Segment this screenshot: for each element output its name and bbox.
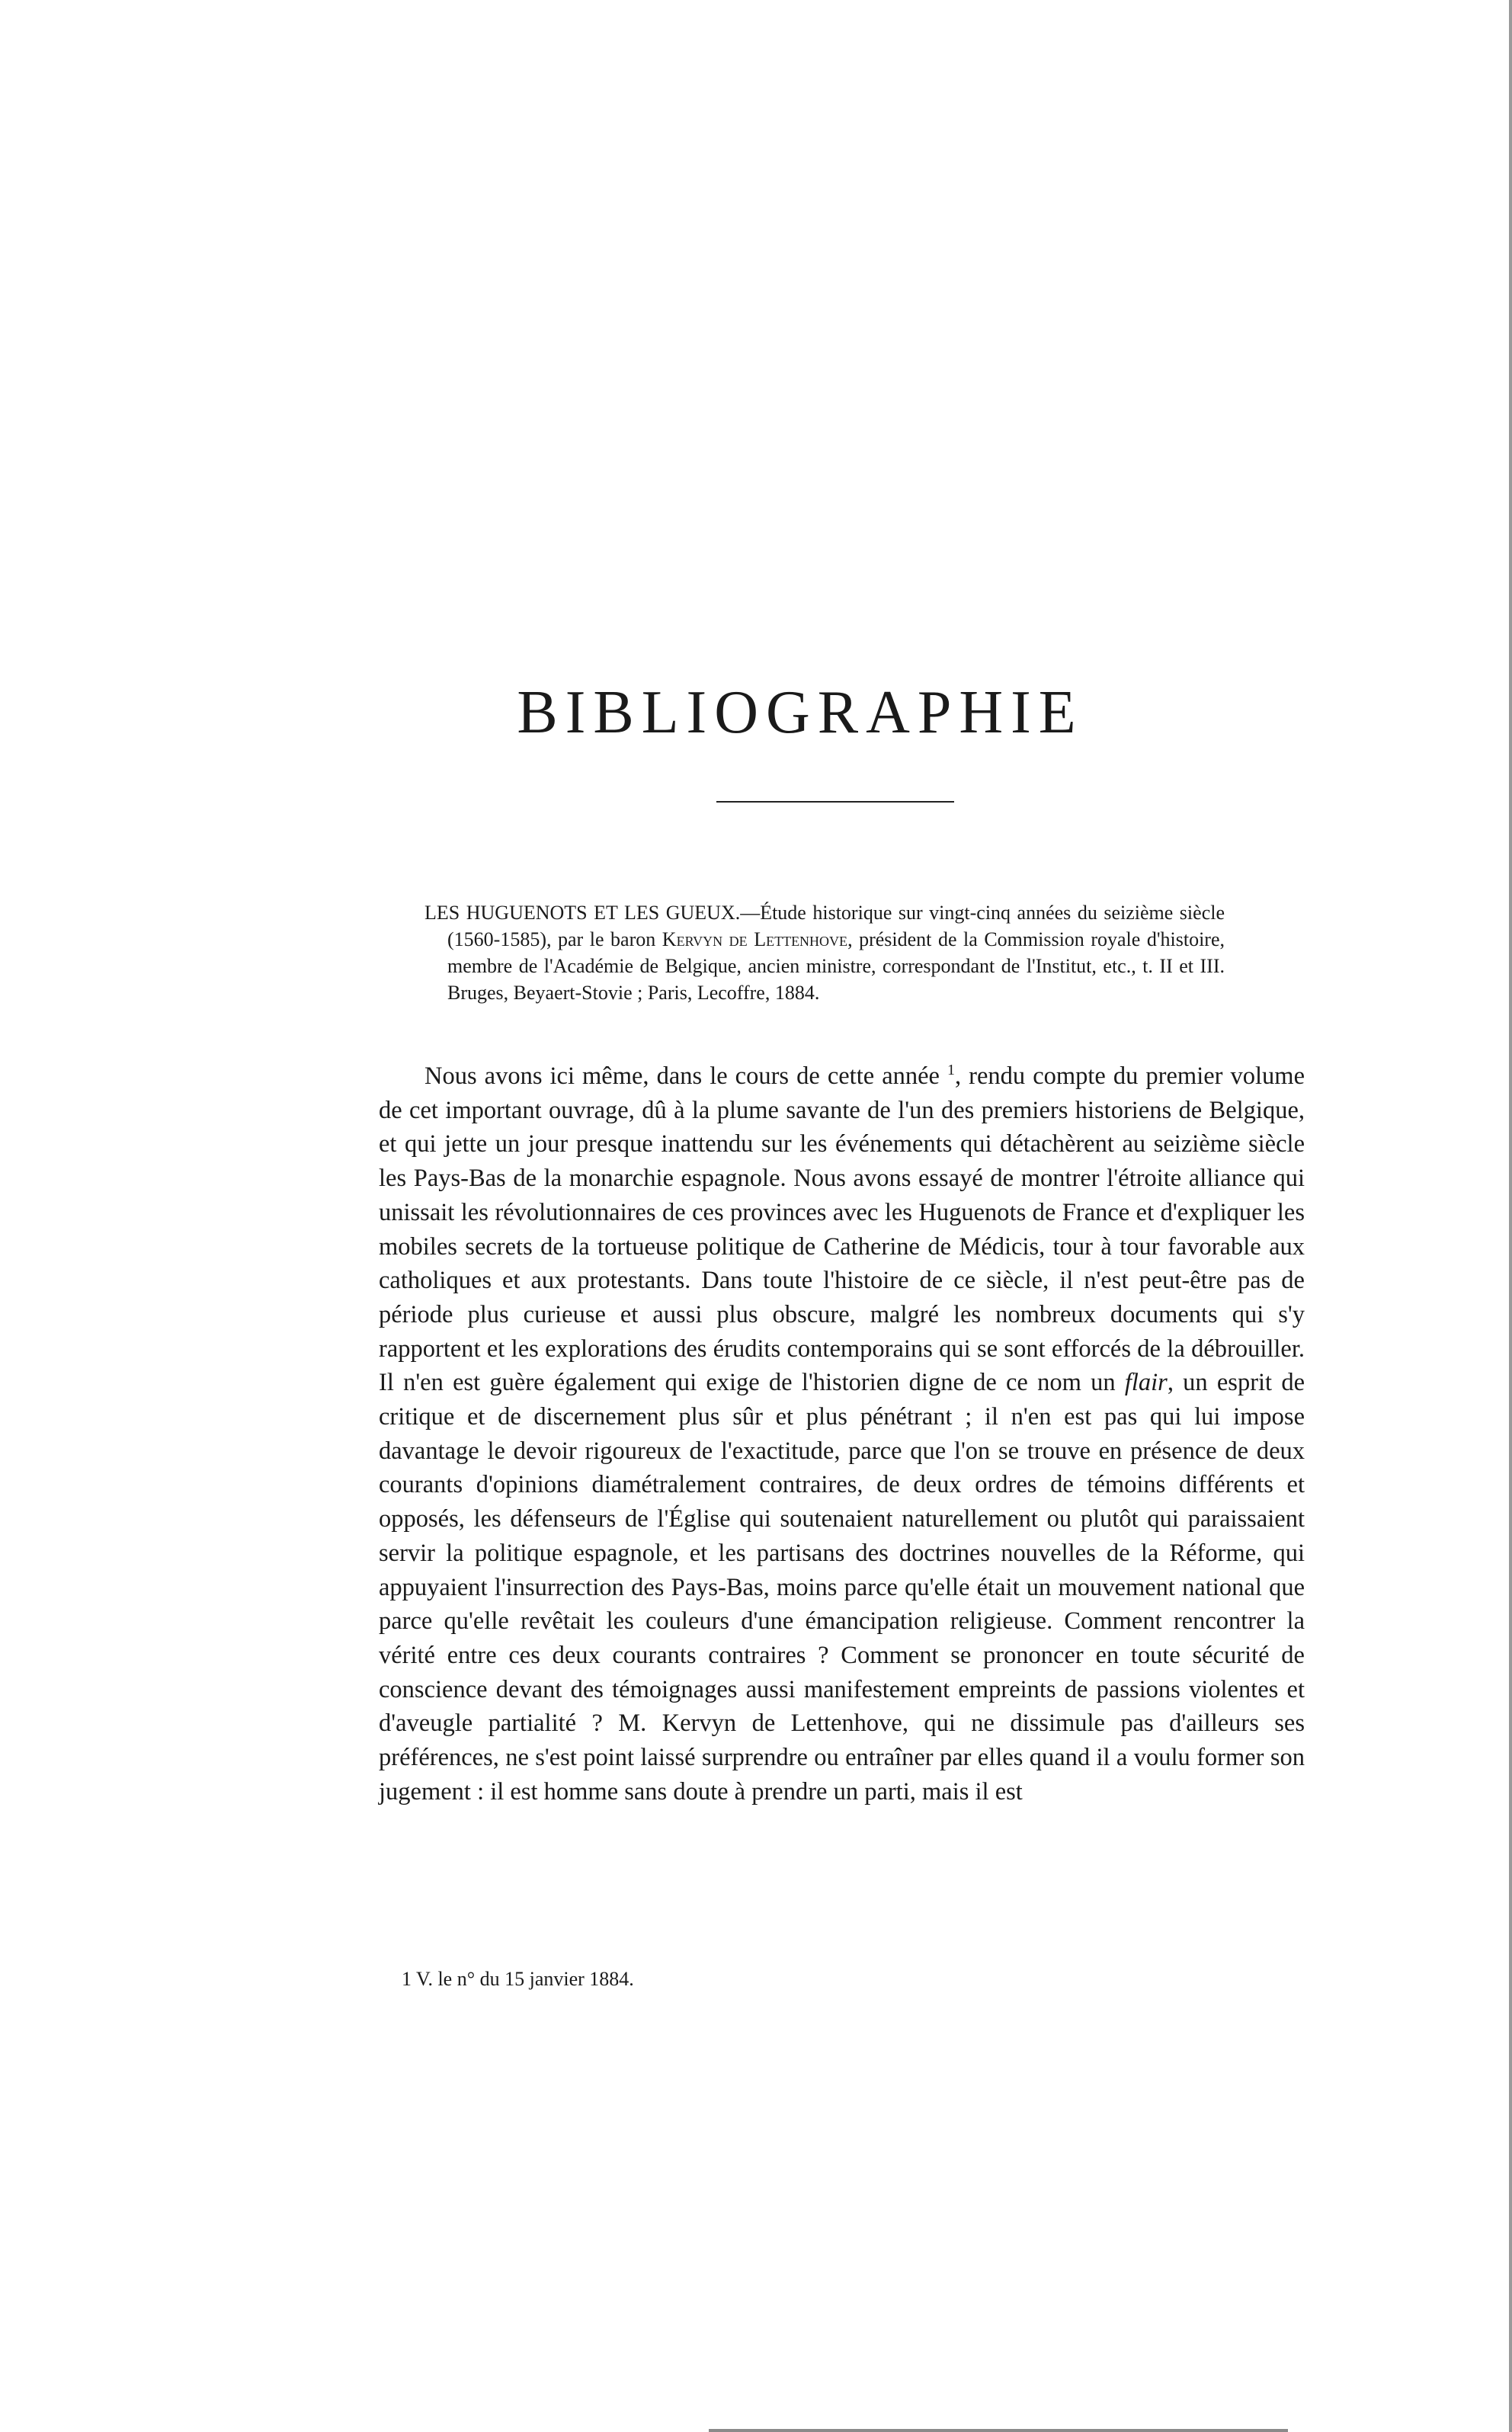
- entry-author: Kervyn de Lettenhove: [662, 928, 848, 950]
- footnote: [402, 1966, 1240, 1992]
- footnote-reference: 1: [947, 1062, 955, 1079]
- bibliographic-entry: [424, 899, 1225, 1006]
- body-paragraph: [379, 1059, 1305, 1809]
- body-text-3: , un esprit de critique et de discernement plus sûr et plus pénétrant ; il n'en est pas qui lui impose davantage le devoir rigoureux de l'exactitude, parce que l'on se trouve en présence de deux courants d'opinions diamétralement contraires, de deux ordres de témoins différents et opposés, les défenseurs de l'Église qui soutenaient naturellement ou plutôt qui paraissaient servir la politique espagnole, et les partisans des doctrines nouvelles de la Réforme, qui appuyaient l'insurrection des Pays-Bas, moins parce qu'elle était un mouvement national que parce qu'elle revêtait les couleurs d'une émancipation religieuse. Comment rencontrer la vérité entre ces deux courants contraires ? Comment se prononcer en toute sécurité de conscience devant des témoignages aussi manifestement empreints de passions violentes et d'aveugle partialité ? M. Kervyn de Lettenhove, qui ne dissimule pas d'ailleurs ses préférences, ne s'est point laissé surprendre ou entraîner par elles quand il a voulu former son jugement : il est homme sans doute à prendre un parti, mais il est: [379, 1369, 1305, 1806]
- body-text-1: Nous avons ici même, dans le cours de cette année: [424, 1062, 947, 1090]
- bottom-edge-rule: [709, 2429, 1288, 2432]
- entry-dash: —: [740, 902, 761, 924]
- entry-description-2: , président de la Commission royale d'histoire, membre de l'Académie de Belgique, ancien ministre, correspondant de l'Institut, etc., t. II et III. Bruges, Beyaert-Stovie ; Paris, Lecoffre, 1884.: [447, 928, 1225, 1004]
- footnote-marker: 1: [402, 1968, 412, 1990]
- bibliographic-citation: [424, 899, 1225, 1006]
- entry-heading: LES HUGUENOTS ET LES GUEUX.: [424, 902, 741, 924]
- title-divider: [716, 801, 954, 803]
- body-text-2: , rendu compte du premier volume de cet important ouvrage, dû à la plume savante de l'un des premiers historiens de Belgique, et qui jette un jour presque inattendu sur les événements qui détachèrent au seizième siècle les Pays-Bas de la monarchie espagnole. Nous avons essayé de montrer l'étroite alliance qui unissait les révolutionnaires de ces provinces avec les Huguenots de France et d'expliquer les mobiles secrets de la tortueuse politique de Catherine de Médicis, tour à tour favorable aux catholiques et aux protestants. Dans toute l'histoire de ce siècle, il n'est peut-être pas de période plus curieuse et aussi plus obscure, malgré les nombreux documents qui s'y rapportent et les explorations des érudits contemporains qui se sont efforcés de la débrouiller. Il n'en est guère également qui exige de l'historien digne de ce nom un: [379, 1062, 1305, 1397]
- entry-description-1: Étude historique sur vingt-cinq années du seizième siècle (1560-1585), par le baron: [447, 902, 1225, 950]
- page-edge: [1509, 0, 1512, 2432]
- italic-word: flair: [1124, 1369, 1168, 1397]
- footnote-text: V. le n° du 15 janvier 1884.: [412, 1968, 634, 1990]
- page-title: BIBLIOGRAPHIE: [517, 679, 1084, 746]
